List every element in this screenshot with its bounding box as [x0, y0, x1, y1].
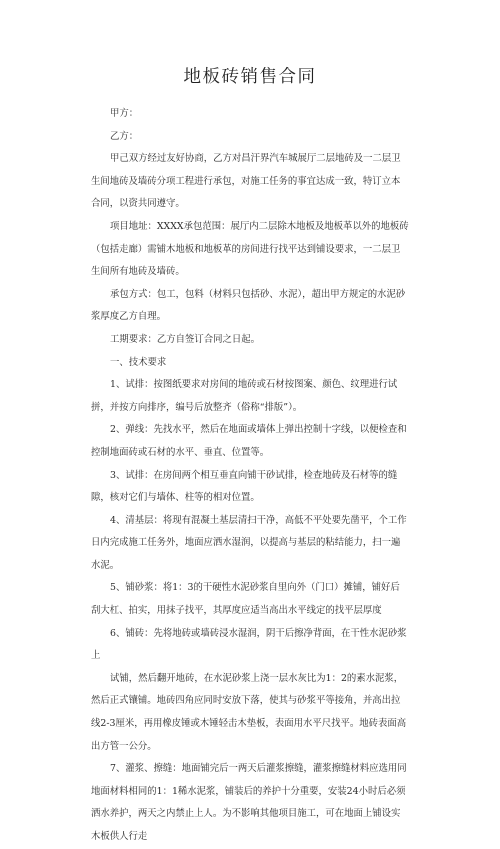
schedule-paragraph: 工期要求：乙方自签订合同之日起。: [110, 333, 261, 345]
step-paragraph: 5、铺砂浆：将1：3的干硬性水泥砂浆自里向外（门口）摊铺，铺好后刮大杠、拍实，用抹子找平，其厚度应适当高出水平线定的找平层厚度: [91, 582, 400, 617]
party-a-line: 甲方：: [110, 108, 139, 119]
step-paragraph: 7、灌浆、擦缝：地面铺完后一两天后灌浆擦缝，灌浆擦缝材料应选用同地面材料相同的1：1稀水泥浆，铺装后的养护十分重要，安装24小时后必须洒水养护，两天之内禁止上人。为不影响其他项目施工，可在地面上铺设实木板供人行走: [91, 763, 407, 842]
contract-method-paragraph: 承包方式：包工，包料（材料只包括砂、水泥），超出甲方规定的水泥砂浆厚度乙方自理。: [91, 288, 406, 323]
step-paragraph: 6、铺砖：先将地砖或墙砖浸水湿润，阴干后擦净背面，在干性水泥砂浆上: [91, 627, 407, 662]
step-paragraph: 1、试排：按图纸要求对房间的地砖或石材按图案、颜色、纹理进行试拼，并按方向排序，编号后放整齐（俗称“排版”）。: [91, 379, 398, 413]
intro-paragraph: 甲己双方经过友好协商，乙方对昌汗界汽车城展厅二层地砖及一二层卫生间地砖及墙砖分项工程进行承包，对施工任务的事宜达成一致，特订立本合同，以资共同遵守。: [91, 153, 401, 210]
document-title: 地板砖销售合同: [183, 67, 317, 87]
step-paragraph: 4、清基层：将现有混凝土基层清扫干净，高低不平处要先凿平，个工作日内完成施工任务外，地面应洒水湿润，以提高与基层的粘结能力，扫一遍水泥。: [91, 514, 407, 571]
party-b-line: 乙方：: [110, 130, 139, 142]
contract-body: [91, 103, 409, 849]
section-heading: 一、技术要求: [110, 356, 167, 368]
step-paragraph: 2、弹线：先找水平，然后在地面或墙体上弹出控制十字线，以便检查和控制地面砖或石材的水平、垂直、位置等。: [91, 424, 407, 458]
step-paragraph: 试铺，然后翻开地砖，在水泥砂浆上浇一层水灰比为1：2的素水泥浆，然后正式镶铺。地砖四角应同时安放下落，使其与砂浆平等接角，并高出拉线2-3厘米，再用橡皮锤或木锤轻击木垫板，表面用水平尺找平。地砖表面高出方管一公分。: [91, 672, 407, 752]
project-address-paragraph: 项目地址：XXXX承包范围：展厅内二层除木地板及地板革以外的地板砖（包括走廊）需铺木地板和地板革的房间进行找平达到铺设要求，一二层卫生间所有地砖及墙砖。: [91, 220, 409, 278]
step-paragraph: 3、试排：在房间两个相互垂直向铺干砂试排，检查地砖及石材等的缝隙，核对它们与墙体、柱等的相对位置。: [91, 469, 398, 504]
